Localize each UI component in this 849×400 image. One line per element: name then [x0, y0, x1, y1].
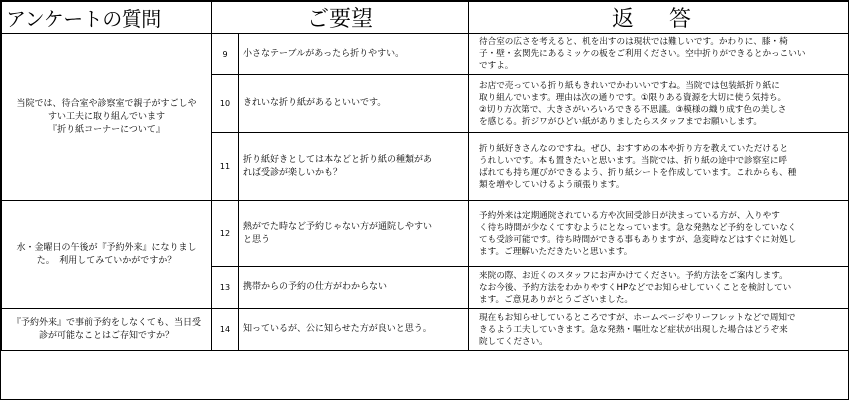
survey-table [1, 1, 849, 351]
answer-line: うれしいです。本も置きたいと思います。当院では、折り紙の途中で診察室に呼 [479, 155, 788, 166]
answer-line: く待ち時間が少なくてすむようにとなっています。急な発熱など予約をしていなく [479, 222, 797, 233]
answer-line: 子・壁・玄関先にあるミッケの板をご利用ください。空中折りができるとかっこいい [479, 49, 806, 59]
header-request: ご要望 [212, 2, 469, 34]
answer-line: お店で売っている折り紙もきれいでかわいいですね。当院では包装紙折り紙に [479, 80, 780, 91]
answer-line: きるよう工夫していきます。急な発熱・嘔吐など症状が出現した場合はどうぞ来 [479, 324, 788, 335]
request-line: きれいな折り紙があるといいです。 [243, 98, 387, 108]
answer-cell [469, 309, 849, 351]
row-number: 12 [212, 201, 239, 267]
request-cell [239, 201, 469, 267]
topic-line: た。 利用してみていかがですか？ [36, 255, 177, 266]
row-number: 11 [212, 133, 239, 201]
table-row [2, 309, 849, 351]
request-line: と思う [243, 234, 271, 245]
topic-sameday [2, 309, 212, 351]
answer-cell [469, 267, 849, 309]
row-number: 14 [212, 309, 239, 351]
answer-line: ②切り方次第で、大きさがいろいろできる不思議。③模様の織り成す色の美しさ [479, 104, 787, 115]
answer-line: 取り組んでいます。理由は次の通りです。①限りある資源を大切に使う気持ち。 [479, 92, 787, 103]
row-number: 10 [212, 75, 239, 133]
topic-line: 『折り紙コーナーについて』 [48, 124, 165, 135]
answer-cell [469, 34, 849, 75]
answer-cell [469, 201, 849, 267]
answer-line: 院してください。 [479, 336, 548, 347]
request-line: 小さなテーブルがあったら折りやすい。 [243, 48, 405, 59]
answer-cell [469, 133, 849, 201]
table-row [2, 201, 849, 267]
request-line: 熱がでた時など予約じゃない方が通院しやすい [243, 221, 433, 232]
request-cell [239, 75, 469, 133]
answer-line: 類を増やしていけるよう頑張ります。 [479, 179, 625, 190]
answer-line: ですよ。 [479, 61, 514, 71]
table-row [2, 34, 849, 75]
row-number: 13 [212, 267, 239, 309]
request-line: 折り紙好きとしては本などと折り紙の種類があ [243, 154, 433, 165]
header-row [2, 2, 849, 34]
topic-reservation [2, 201, 212, 309]
answer-line: を感じる。折ジワがひどい紙がありましたらスタッフまでお願いします。 [479, 116, 762, 127]
request-line: 携帯からの予約の仕方がわからない [243, 282, 388, 292]
answer-line: 現在もお知らせしているところですが、ホームページやリーフレットなどで周知で [479, 312, 796, 323]
request-line: 知っているが、公に知らせた方が良いと思う。 [243, 324, 432, 334]
answer-line: 予約外来は定期通院されている方や次回受診日が決まっている方が、入りやす [479, 210, 780, 221]
answer-line: ばれても持ち運びができるよう、折り紙シートを作成しています。これからも、種 [479, 167, 797, 178]
topic-line: 診が可能なことはご存知ですか？ [38, 330, 174, 341]
request-cell [239, 133, 469, 201]
answer-line: 折り紙好きさんなのですね。ぜひ、おすすめの本や折り方を教えていただけると [479, 143, 789, 154]
topic-line: すい工夫に取り組んでいます [47, 111, 165, 122]
topic-origami [2, 34, 212, 201]
answer-line: ます。ご理解いただきたいと思います。 [479, 246, 633, 257]
answer-line: 来院の際、お近くのスタッフにお声かけてください。予約方法をご案内します。 [479, 270, 788, 281]
header-answer: 返 答 [469, 2, 849, 34]
answer-line: なお今後、予約方法をわかりやすくHPなどでお知らせしていくことを検討してい [479, 282, 792, 293]
answer-line: 待合室の広さを考えると、机を出すのは現状では難しいです。かわりに、膝・椅 [479, 37, 788, 47]
answer-line: ても受診可能です。待ち時間ができる事もありますが、急変時などはすぐに対処し [479, 234, 797, 245]
request-line: れば受診が楽しいかも？ [243, 167, 343, 178]
request-cell [239, 309, 469, 351]
topic-line: 『予約外来』で事前予約をしなくても、当日受 [11, 317, 201, 328]
request-cell [239, 34, 469, 75]
row-number: 9 [212, 34, 239, 75]
request-cell [239, 267, 469, 309]
answer-line: ます。ご意見ありがとうございました。 [479, 294, 634, 305]
answer-cell [469, 75, 849, 133]
header-question: アンケートの質問 [2, 2, 212, 34]
topic-line: 水・金曜日の午後が『予約外来』になりまし [16, 242, 197, 253]
topic-line: 当院では、待合室や診察室で親子がすごしや [16, 98, 197, 109]
